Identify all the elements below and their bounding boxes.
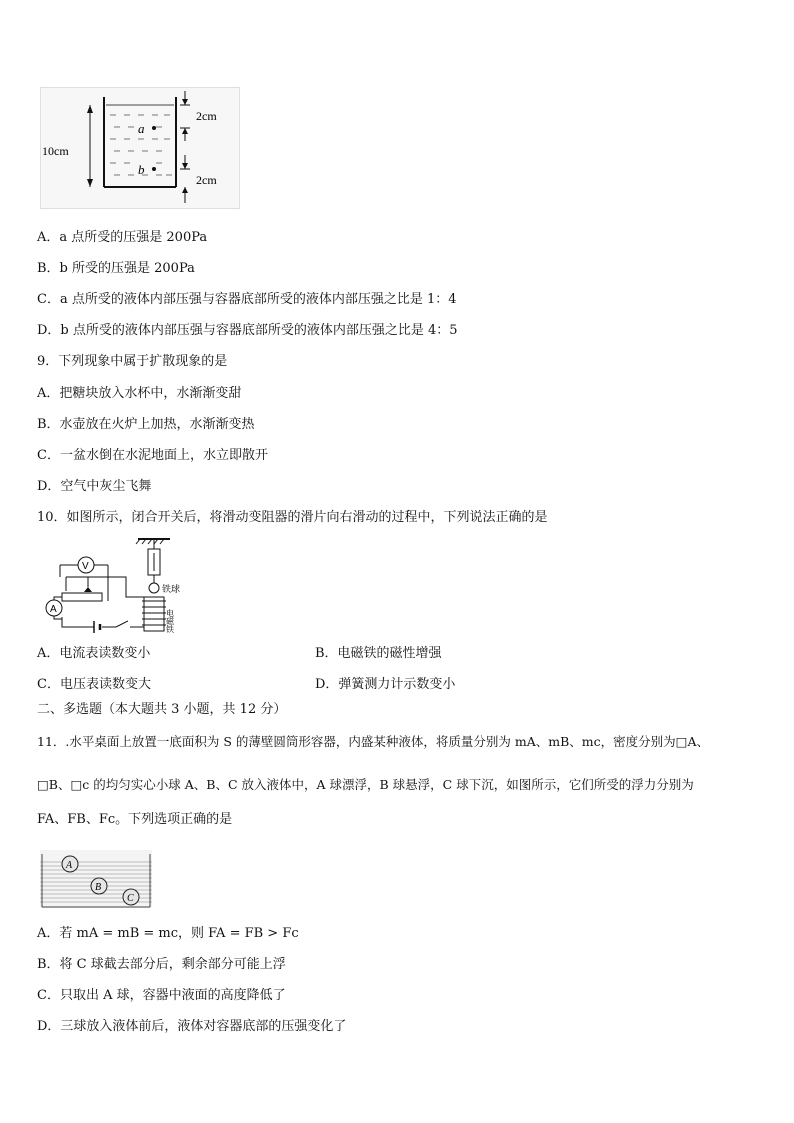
q10-option-c: C．电压表读数变大 [37, 677, 151, 692]
ball-c-label: C [127, 893, 134, 904]
q11-option-b: B．将 C 球截去部分后，剩余部分可能上浮 [37, 957, 286, 972]
ammeter-label: A [50, 604, 57, 615]
bottom-distance-label: 2cm [196, 173, 217, 187]
q11-option-c: C．只取出 A 球，容器中液面的高度降低了 [37, 988, 286, 1003]
q8-option-a: A．a 点所受的压强是 200Pa [37, 230, 208, 245]
q11-option-d: D．三球放入液体前后，液体对容器底部的压强变化了 [37, 1019, 347, 1034]
q11-stem-line2: □B、□c 的均匀实心小球 A、B、C 放入液体中，A 球漂浮，B 球悬浮，C 球下沉，如图所示，它们所受的浮力分别为 [37, 777, 694, 792]
q9-option-c: C．一盆水倒在水泥地面上，水立即散开 [37, 448, 268, 463]
point-a-dot [152, 126, 156, 130]
point-b-dot [152, 167, 156, 171]
q10-option-b: B．电磁铁的磁性增强 [315, 646, 442, 661]
q9-option-b: B．水壶放在火炉上加热，水渐渐变热 [37, 417, 255, 432]
iron-ball-label: 铁球 [162, 584, 181, 594]
height-label: 10cm [42, 144, 69, 158]
floating-balls-diagram [40, 850, 152, 908]
electromagnet-label: 电磁铁 [165, 609, 175, 633]
q8-option-c: C．a 点所受的液体内部压强与容器底部所受的液体内部压强之比是 1：4 [37, 292, 457, 307]
circuit-diagram [38, 535, 213, 635]
top-distance-label: 2cm [196, 109, 217, 123]
q9-option-a: A．把糖块放入水杯中，水渐渐变甜 [37, 386, 242, 401]
q11-stem-line3: FA、FB、Fc。下列选项正确的是 [37, 812, 233, 827]
container-pressure-figure [40, 87, 240, 209]
iron-ball [149, 583, 159, 593]
ball-b-label: B [95, 882, 102, 893]
voltmeter-label: V [82, 561, 89, 572]
circuit-figure [38, 535, 213, 635]
point-a-label: a [138, 121, 145, 136]
q10-stem: 10．如图所示，闭合开关后，将滑动变阻器的滑片向右滑动的过程中，下列说法正确的是 [37, 510, 548, 525]
q9-option-d: D．空气中灰尘飞舞 [37, 479, 152, 494]
q9-stem: 9．下列现象中属于扩散现象的是 [37, 354, 228, 369]
section-heading-multiple-choice: 二、多选题（本大题共 3 小题，共 12 分） [37, 702, 287, 717]
container-pressure-diagram [40, 87, 240, 209]
q8-option-b: B．b 所受的压强是 200Pa [37, 261, 195, 276]
q11-stem-line1: 11．.水平桌面上放置一底面积为 S 的薄壁圆筒形容器，内盛某种液体，将质量分别为 mA、mB、mc，密度分别为□A、 [37, 734, 709, 749]
point-b-label: b [138, 162, 145, 177]
q10-option-a: A．电流表读数变小 [37, 646, 151, 661]
q10-option-d: D．弹簧测力计示数变小 [315, 677, 456, 692]
q11-option-a: A．若 mA = mB = mc，则 FA = FB > Fc [37, 926, 299, 941]
floating-balls-figure [40, 850, 152, 908]
q8-option-d: D．b 点所受的液体内部压强与容器底部所受的液体内部压强之比是 4：5 [37, 323, 458, 338]
ball-a-label: A [66, 860, 73, 871]
